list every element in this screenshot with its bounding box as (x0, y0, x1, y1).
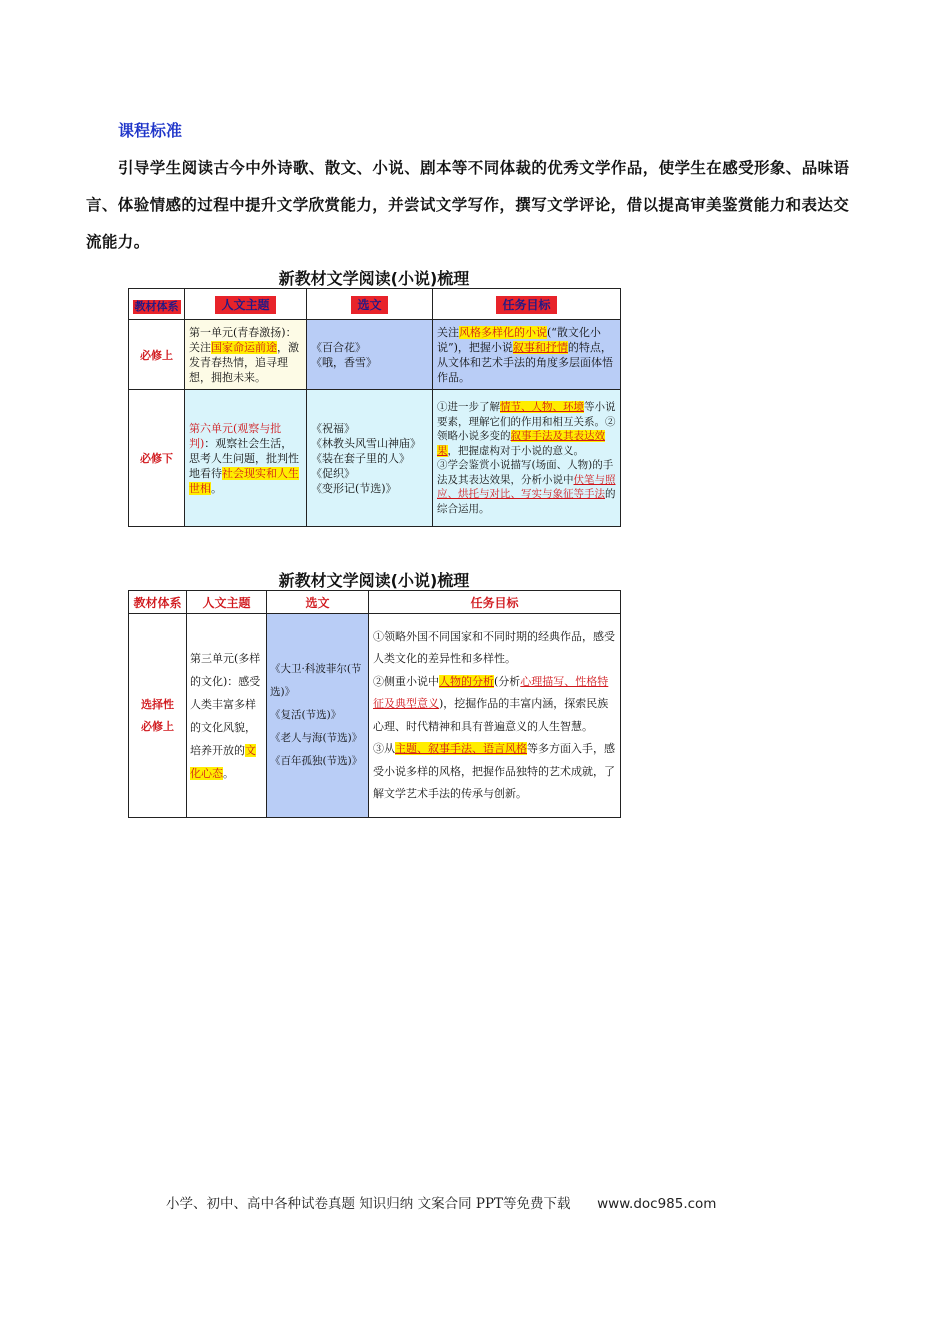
header-goals-label: 任务目标 (496, 296, 556, 314)
header-selections: 选文 (267, 591, 369, 614)
theme-text: 。 (223, 766, 234, 780)
table2 (128, 590, 621, 818)
table1 (128, 288, 621, 527)
header-system (129, 289, 185, 320)
goal-highlight: 人物的分析 (439, 674, 494, 688)
goal-cell (369, 614, 621, 818)
goal-highlight: 叙事手法及其表达效果 (437, 430, 605, 457)
table2-title: 新教材文学阅读(小说)梳理 (278, 571, 470, 590)
table1-title: 新教材文学阅读(小说)梳理 (278, 269, 470, 288)
theme-text: ：观察社会生活，思考人生问题，批判性地看待 (189, 436, 299, 480)
goal-text: 等小说要素，理解它们的作用和相互关系。②领略小说多变的 (437, 401, 616, 442)
footer (166, 1192, 806, 1212)
goal-cell (433, 320, 621, 390)
table1-header-row (129, 289, 621, 320)
table2-header-row (129, 591, 621, 614)
theme-text: 第三单元(多样的文化)：感受人类丰富多样的文化风貌，培养开放的 (190, 651, 261, 757)
selection-item: 《老人与海(节选)》 (270, 732, 363, 744)
header-system-label: 教材体系 (134, 299, 179, 313)
header-selections-label: 选文 (351, 296, 387, 314)
table-row (129, 614, 621, 818)
goal-underline: 伏笔与照应、烘托与对比、写实与象征等手法 (437, 473, 616, 500)
goal-text: ①进一步了解 (437, 401, 500, 413)
selection-item: 《祝福》 (311, 421, 355, 435)
row-label: 必修上 (129, 320, 185, 390)
selection-item: 《百合花》 (311, 340, 366, 354)
goal-text: ②侧重小说中 (373, 674, 439, 688)
theme-cell (187, 614, 267, 818)
theme-text: ，激发青春热情，追寻理想，拥抱未来。 (189, 340, 299, 384)
header-theme: 人文主题 (187, 591, 267, 614)
goal-text: 关注 (437, 325, 459, 339)
goal-highlight: 风格多样化的小说 (459, 325, 547, 339)
selection-item: 《变形记(节选)》 (311, 481, 397, 495)
goal-text: 的综合运用。 (437, 488, 616, 515)
goal-text: ③从 (373, 742, 395, 755)
footer-link[interactable]: www.doc985.com (597, 1196, 717, 1212)
selection-item: 《林教头风雪山神庙》 (311, 436, 421, 450)
selection-item: 《复活(节选)》 (270, 709, 342, 721)
header-theme (185, 289, 307, 320)
goal-text: (“散文化小说”)，把握小说 (437, 325, 601, 354)
header-goals (433, 289, 621, 320)
row-label-line: 必修上 (141, 719, 174, 733)
row-label (129, 614, 187, 818)
theme-highlight: 文化心态 (190, 743, 256, 780)
goal-text: 等多方面入手，感受小说多样的风格，把握作品独特的艺术成就，了解文学艺术手法的传承与创新。 (373, 742, 615, 800)
row-label-line: 选择性 (141, 697, 174, 711)
goal-text: (分析 (494, 674, 521, 688)
selections-cell (307, 390, 433, 527)
theme-text: 。 (211, 481, 222, 495)
header-selections (307, 289, 433, 320)
goal-text: 的特点，从文体和艺术手法的角度多层面体悟作品。 (437, 340, 613, 384)
goal-text: ，把握虚构对于小说的意义。 (447, 444, 584, 457)
goal-text: )，挖掘作品的丰富内涵，探索民族心理、时代精神和具有普遍意义的人生智慧。 (373, 697, 609, 733)
intro-paragraph: 引导学生阅读古今中外诗歌、散文、小说、剧本等不同体裁的优秀文学作品，使学生在感受形象、品味语言、体验情感的过程中提升文学欣赏能力，并尝试文学写作，撰写文学评论，借以提高审美鉴赏能力和表达交流能力。 (86, 159, 850, 251)
selection-item: 《促织》 (311, 466, 355, 480)
footer-text: 小学、初中、高中各种试卷真题 知识归纳 文案合同 PPT等免费下载 (166, 1196, 571, 1212)
row-label: 必修下 (129, 390, 185, 527)
theme-cell (185, 390, 307, 527)
theme-text: 第六单元(观察与批判) (189, 421, 282, 450)
header-goals: 任务目标 (369, 591, 621, 614)
goal-text: ①领略外国不同国家和不同时期的经典作品，感受人类文化的差异性和多样性。 (373, 629, 615, 665)
theme-cell (185, 320, 307, 390)
selection-item: 《大卫·科波菲尔(节选)》 (270, 663, 362, 698)
selection-item: 《百年孤独(节选)》 (270, 755, 363, 767)
selections-cell (307, 320, 433, 390)
section-title: 课程标准 (118, 121, 183, 140)
selection-item: 《装在套子里的人》 (311, 451, 410, 465)
table-row (129, 320, 621, 390)
theme-highlight: 国家命运前途 (211, 340, 277, 354)
header-theme-label: 人文主题 (215, 296, 275, 314)
theme-highlight: 社会现实和人生世相 (189, 466, 299, 495)
selections-cell (267, 614, 369, 818)
header-system: 教材体系 (129, 591, 187, 614)
goal-text: ③学会鉴赏小说描写(场面、人物)的手法及其表达效果，分析小说中 (437, 459, 614, 486)
table-row (129, 390, 621, 527)
theme-text: 第一单元(青春激扬)：关注 (189, 325, 297, 354)
selection-item: 《哦，香雪》 (311, 355, 377, 369)
goal-cell (433, 390, 621, 527)
goal-underline: 心理描写、性格特征及典型意义 (373, 674, 609, 710)
goal-highlight: 主题、叙事手法、语言风格 (395, 742, 527, 755)
goal-highlight: 情节、人物、环境 (500, 401, 584, 413)
goal-highlight: 叙事和抒情 (512, 340, 568, 354)
